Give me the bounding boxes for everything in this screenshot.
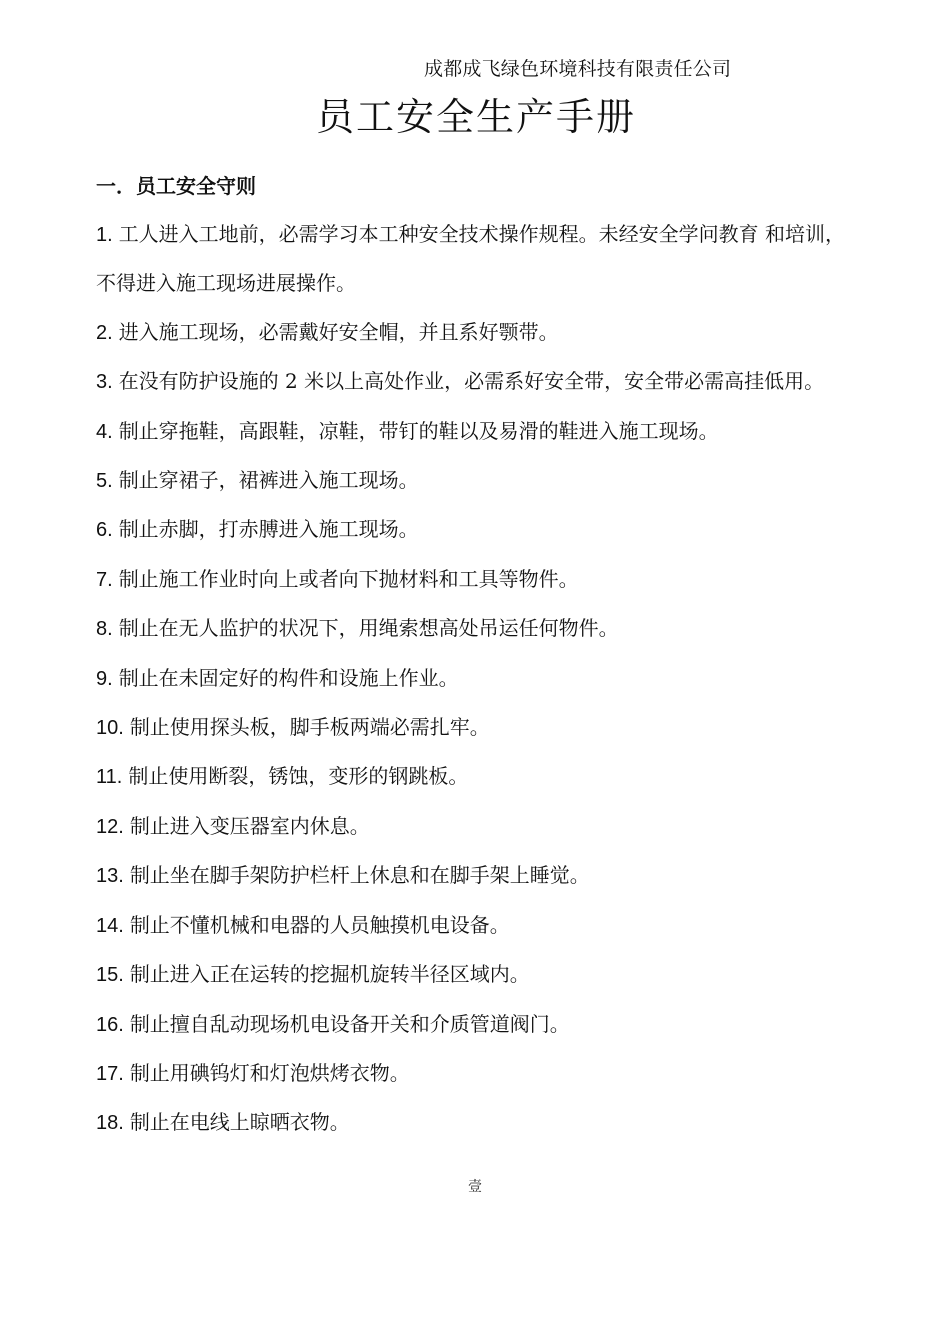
rule-item xyxy=(96,802,856,851)
section-heading: 一．员工安全守则 xyxy=(96,174,256,198)
rule-text: 制止穿裙子，裙裤进入施工现场。 xyxy=(118,468,419,493)
rule-text: 制止使用断裂，锈蚀，变形的钢跳板。 xyxy=(128,764,469,789)
rule-number: 5. xyxy=(96,470,113,493)
rule-item xyxy=(96,752,856,801)
rule-text: 制止用碘钨灯和灯泡烘烤衣物。 xyxy=(129,1060,410,1085)
rule-text: 制止在未固定好的构件和设施上作业。 xyxy=(118,665,459,690)
rule-number: 7. xyxy=(96,568,113,591)
rule-text: 制止赤脚，打赤膊进入施工现场。 xyxy=(118,517,419,542)
rule-text: 制止坐在脚手架防护栏杆上休息和在脚手架上睡觉。 xyxy=(129,863,590,888)
rule-text: 在没有防护设施的 2 米以上高处作业，必需系好安全带，安全带必需高挂低用。 xyxy=(118,369,825,394)
rule-number: 15. xyxy=(96,964,124,987)
rule-item xyxy=(96,357,856,406)
rule-item xyxy=(96,654,856,703)
rule-number: 16. xyxy=(96,1013,124,1036)
rule-text: 进入施工现场，必需戴好安全帽，并且系好颚带。 xyxy=(118,319,559,344)
document-title: 员工安全生产手册 xyxy=(315,95,636,139)
rule-text: 制止在无人监护的状况下，用绳索想高处吊运任何物件。 xyxy=(118,616,619,641)
rule-item xyxy=(96,407,856,456)
rule-text: 制止施工作业时向上或者向下抛材料和工具等物件。 xyxy=(118,566,579,591)
rule-text: 制止擅自乱动现场机电设备开关和介质管道阀门。 xyxy=(129,1011,570,1036)
rule-item xyxy=(96,851,856,900)
rule-number: 10. xyxy=(96,717,124,740)
rule-item xyxy=(96,1000,856,1049)
rule-item xyxy=(96,604,856,653)
rule-number: 4. xyxy=(96,420,113,443)
rule-text: 制止穿拖鞋，高跟鞋，凉鞋，带钉的鞋以及易滑的鞋进入施工现场。 xyxy=(118,418,719,443)
rule-text: 制止使用探头板，脚手板两端必需扎牢。 xyxy=(129,715,490,740)
rule-item xyxy=(96,1098,856,1147)
rule-item xyxy=(96,456,856,505)
rule-number: 1. xyxy=(96,224,113,246)
rule-text: 制止不懂机械和电器的人员触摸机电设备。 xyxy=(129,912,510,937)
rule-number: 3. xyxy=(96,371,113,394)
rule-number: 2. xyxy=(96,321,113,344)
rule-item xyxy=(96,901,856,950)
rule-number: 17. xyxy=(96,1062,124,1085)
rule-number: 14. xyxy=(96,914,124,937)
rule-number: 18. xyxy=(96,1112,124,1135)
page-number: 壹 xyxy=(468,1179,482,1195)
rule-text: 制止进入正在运转的挖掘机旋转半径区域内。 xyxy=(129,962,530,987)
rule-item xyxy=(96,210,856,308)
rule-number: 11. xyxy=(96,766,123,789)
rule-number: 12. xyxy=(96,815,124,838)
rule-text: 工人进入工地前，必需学习本工种安全技术操作规程。未经安全学问教育 和培训，不得进入施工现场进展操作。 xyxy=(96,222,846,296)
rule-number: 13. xyxy=(96,865,124,888)
rule-item xyxy=(96,308,856,357)
rule-item xyxy=(96,950,856,999)
rule-item xyxy=(96,555,856,604)
rules-list xyxy=(96,210,856,1148)
rule-item xyxy=(96,1049,856,1098)
rule-text: 制止在电线上晾晒衣物。 xyxy=(129,1110,350,1135)
company-name: 成都成飞绿色环境科技有限责任公司 xyxy=(424,58,732,80)
rule-number: 9. xyxy=(96,667,113,690)
rule-number: 8. xyxy=(96,618,113,641)
rule-number: 6. xyxy=(96,519,113,542)
rule-item xyxy=(96,505,856,554)
rule-item xyxy=(96,703,856,752)
rule-text: 制止进入变压器室内休息。 xyxy=(129,813,370,838)
